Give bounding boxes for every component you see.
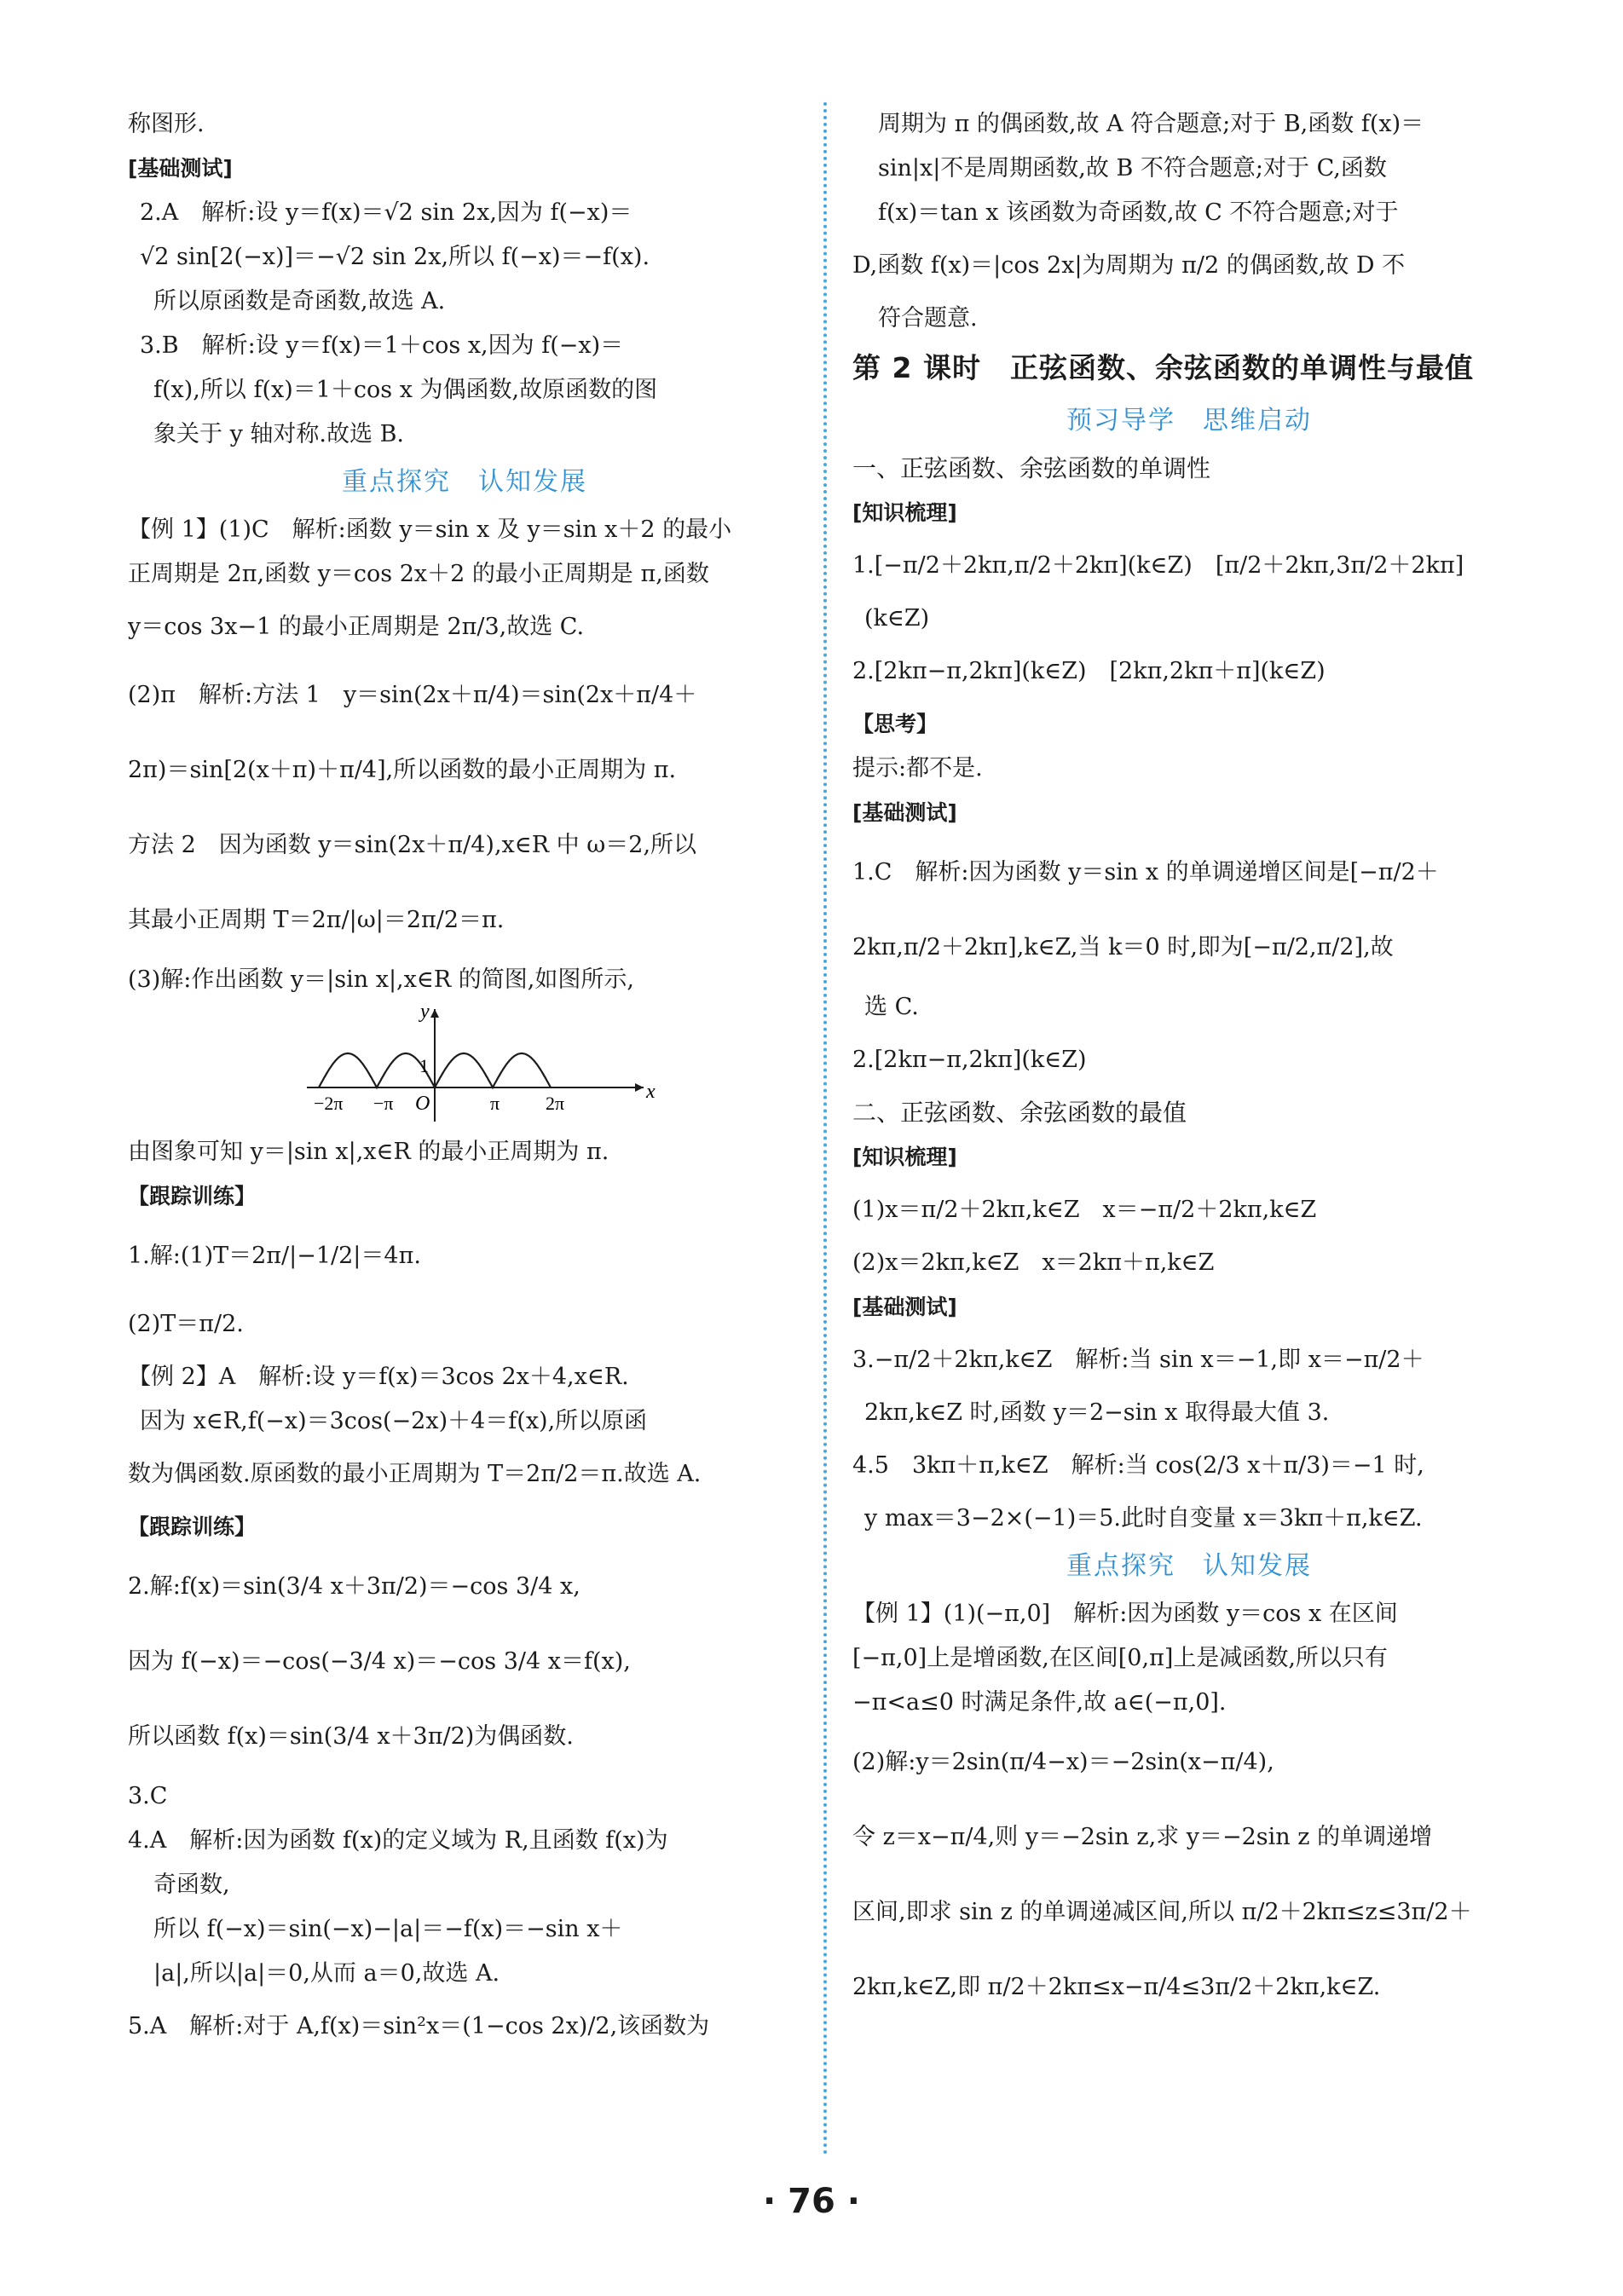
text-line: 由图象可知 y＝|sin x|,x∈R 的最小正周期为 π. <box>128 1139 609 1165</box>
text-line: 选 C. <box>864 994 919 1020</box>
text-line: f(x)＝tan x 该函数为奇函数,故 C 不符合题意;对于 <box>878 199 1399 226</box>
text-line: (1)x＝π/2＋2kπ,k∈Z x＝−π/2＋2kπ,k∈Z <box>852 1197 1317 1223</box>
tick-neg-pi: −π <box>373 1093 394 1114</box>
bracket-tag: [基础测试] <box>852 800 957 825</box>
text-line: 周期为 π 的偶函数,故 A 符合题意;对于 B,函数 f(x)＝ <box>878 111 1424 137</box>
right-column <box>852 102 1526 2025</box>
text-line: [−π,0]上是增函数,在区间[0,π]上是减函数,所以只有 <box>852 1645 1388 1671</box>
text-line: 【例 2】A 解析:设 y＝f(x)＝3cos 2x＋4,x∈R. <box>128 1364 629 1390</box>
subsection-heading: 二、正弦函数、余弦函数的最值 <box>852 1099 1187 1127</box>
text-line: 方法 2 因为函数 y＝sin(2x＋π/4),x∈R 中 ω＝2,所以 <box>128 832 697 858</box>
origin-label: O <box>415 1093 430 1115</box>
text-line: (3)解:作出函数 y＝|sin x|,x∈R 的简图,如图所示, <box>128 966 634 993</box>
y-axis-label: y <box>420 1002 430 1023</box>
text-line: 称图形. <box>128 111 205 137</box>
bracket-tag: 【跟踪训练】 <box>128 1184 257 1209</box>
text-line: 2.[2kπ−π,2kπ](k∈Z) [2kπ,2kπ＋π](k∈Z) <box>852 658 1326 684</box>
text-line: 正周期是 2π,函数 y＝cos 2x＋2 的最小正周期是 π,函数 <box>128 561 709 587</box>
tick-2pi: 2π <box>546 1093 565 1114</box>
text-line: 【例 1】(1)C 解析:函数 y＝sin x 及 y＝sin x＋2 的最小 <box>128 516 732 543</box>
subsection-heading: 一、正弦函数、余弦函数的单调性 <box>852 454 1211 482</box>
bracket-tag: [知识梳理] <box>852 1145 957 1169</box>
text-line: 提示:都不是. <box>852 755 983 782</box>
text-line: sin|x|不是周期函数,故 B 不符合题意;对于 C,函数 <box>878 155 1387 182</box>
text-line: 1.C 解析:因为函数 y＝sin x 的单调递增区间是[−π/2＋ <box>852 859 1439 886</box>
text-line: −π<a≤0 时满足条件,故 a∈(−π,0]. <box>852 1689 1227 1716</box>
text-line: 所以函数 f(x)＝sin(3/4 x＋3π/2)为偶函数. <box>128 1723 574 1750</box>
lesson-title: 第 2 课时 正弦函数、余弦函数的单调性与最值 <box>852 351 1474 384</box>
text-line: 1.[−π/2＋2kπ,π/2＋2kπ](k∈Z) [π/2＋2kπ,3π/2＋2kπ] <box>852 552 1464 579</box>
text-line: (2)π 解析:方法 1 y＝sin(2x＋π/4)＝sin(2x＋π/4＋ <box>128 682 697 708</box>
column-divider <box>823 102 827 2156</box>
bracket-tag: [知识梳理] <box>852 500 957 525</box>
text-line: 4.5 3kπ＋π,k∈Z 解析:当 cos(2/3 x＋π/3)＝−1 时, <box>852 1452 1424 1479</box>
text-line: 2kπ,k∈Z 时,函数 y＝2−sin x 取得最大值 3. <box>864 1399 1330 1426</box>
text-line: 5.A 解析:对于 A,f(x)＝sin²x＝(1−cos 2x)/2,该函数为 <box>128 2013 710 2039</box>
one-tick-label: 1 <box>419 1055 429 1076</box>
section-heading: 预习导学 思维启动 <box>1066 406 1312 436</box>
text-line: 数为偶函数.原函数的最小正周期为 T＝2π/2＝π.故选 A. <box>128 1461 702 1487</box>
text-line: f(x),所以 f(x)＝1＋cos x 为偶函数,故原函数的图 <box>153 377 658 403</box>
bracket-tag: 【跟踪训练】 <box>128 1514 257 1539</box>
text-line: (2)x＝2kπ,k∈Z x＝2kπ＋π,k∈Z <box>852 1249 1215 1276</box>
text-line: 因为 f(−x)＝−cos(−3/4 x)＝−cos 3/4 x＝f(x), <box>128 1648 631 1675</box>
text-line: 其最小正周期 T＝2π/|ω|＝2π/2＝π. <box>128 907 505 933</box>
section-heading: 重点探究 认知发展 <box>1066 1551 1312 1581</box>
text-line: (2)解:y＝2sin(π/4−x)＝−2sin(x−π/4), <box>852 1749 1274 1775</box>
bracket-tag: [基础测试] <box>128 156 233 181</box>
text-line: 奇函数, <box>153 1872 230 1898</box>
text-line: 符合题意. <box>878 305 978 332</box>
x-axis-label: x <box>646 1081 656 1103</box>
text-line: y＝cos 3x−1 的最小正周期是 2π/3,故选 C. <box>128 614 585 640</box>
text-line: 2π)＝sin[2(x＋π)＋π/4],所以函数的最小正周期为 π. <box>128 757 677 783</box>
text-line: 3.B 解析:设 y＝f(x)＝1＋cos x,因为 f(−x)＝ <box>140 332 624 359</box>
text-line: y max＝3−2×(−1)＝5.此时自变量 x＝3kπ＋π,k∈Z. <box>864 1505 1423 1532</box>
text-line: (k∈Z) <box>864 605 930 632</box>
text-line: D,函数 f(x)＝|cos 2x|为周期为 π/2 的偶函数,故 D 不 <box>852 252 1406 279</box>
tick-neg-2pi: −2π <box>314 1093 344 1114</box>
text-line: 因为 x∈R,f(−x)＝3cos(−2x)＋4＝f(x),所以原函 <box>140 1408 648 1434</box>
text-line: 2.[2kπ−π,2kπ](k∈Z) <box>852 1047 1087 1073</box>
section-heading: 重点探究 认知发展 <box>342 467 587 497</box>
text-line: 2.A 解析:设 y＝f(x)＝√2 sin 2x,因为 f(−x)＝ <box>140 199 632 226</box>
abs-sine-graph <box>128 1002 801 1130</box>
text-line: 令 z＝x−π/4,则 y＝−2sin z,求 y＝−2sin z 的单调递增 <box>852 1824 1433 1850</box>
text-line: 2.解:f(x)＝sin(3/4 x＋3π/2)＝−cos 3/4 x, <box>128 1573 580 1600</box>
text-line: √2 sin[2(−x)]＝−√2 sin 2x,所以 f(−x)＝−f(x). <box>140 244 650 270</box>
left-text-block-2 <box>128 1130 801 2057</box>
text-line: 3.−π/2＋2kπ,k∈Z 解析:当 sin x＝−1,即 x＝−π/2＋ <box>852 1347 1424 1373</box>
text-line: 象关于 y 轴对称.故选 B. <box>153 421 405 447</box>
bracket-tag: [基础测试] <box>852 1295 957 1319</box>
text-line: 2kπ,π/2＋2kπ],k∈Z,当 k＝0 时,即为[−π/2,π/2],故 <box>852 934 1394 961</box>
text-line: |a|,所以|a|＝0,从而 a＝0,故选 A. <box>153 1960 500 1987</box>
text-line: 3.C <box>128 1783 168 1809</box>
right-text-block <box>852 102 1526 2025</box>
text-line: 所以原函数是奇函数,故选 A. <box>153 288 446 314</box>
left-column <box>128 102 801 2057</box>
bracket-tag: 【思考】 <box>852 712 939 736</box>
tick-pi: π <box>490 1093 500 1114</box>
text-line: 所以 f(−x)＝sin(−x)−|a|＝−f(x)＝−sin x＋ <box>153 1916 623 1942</box>
text-line: 【例 1】(1)(−π,0] 解析:因为函数 y＝cos x 在区间 <box>852 1601 1398 1627</box>
text-line: 4.A 解析:因为函数 f(x)的定义域为 R,且函数 f(x)为 <box>128 1827 668 1854</box>
left-text-block <box>128 102 801 1002</box>
page-number: · 76 · <box>763 2182 860 2221</box>
text-line: (2)T＝π/2. <box>128 1311 244 1337</box>
text-line: 2kπ,k∈Z,即 π/2＋2kπ≤x−π/4≤3π/2＋2kπ,k∈Z. <box>852 1974 1381 2000</box>
text-line: 1.解:(1)T＝2π/|−1/2|＝4π. <box>128 1243 421 1269</box>
text-line: 区间,即求 sin z 的单调递减区间,所以 π/2＋2kπ≤z≤3π/2＋ <box>852 1899 1472 1925</box>
